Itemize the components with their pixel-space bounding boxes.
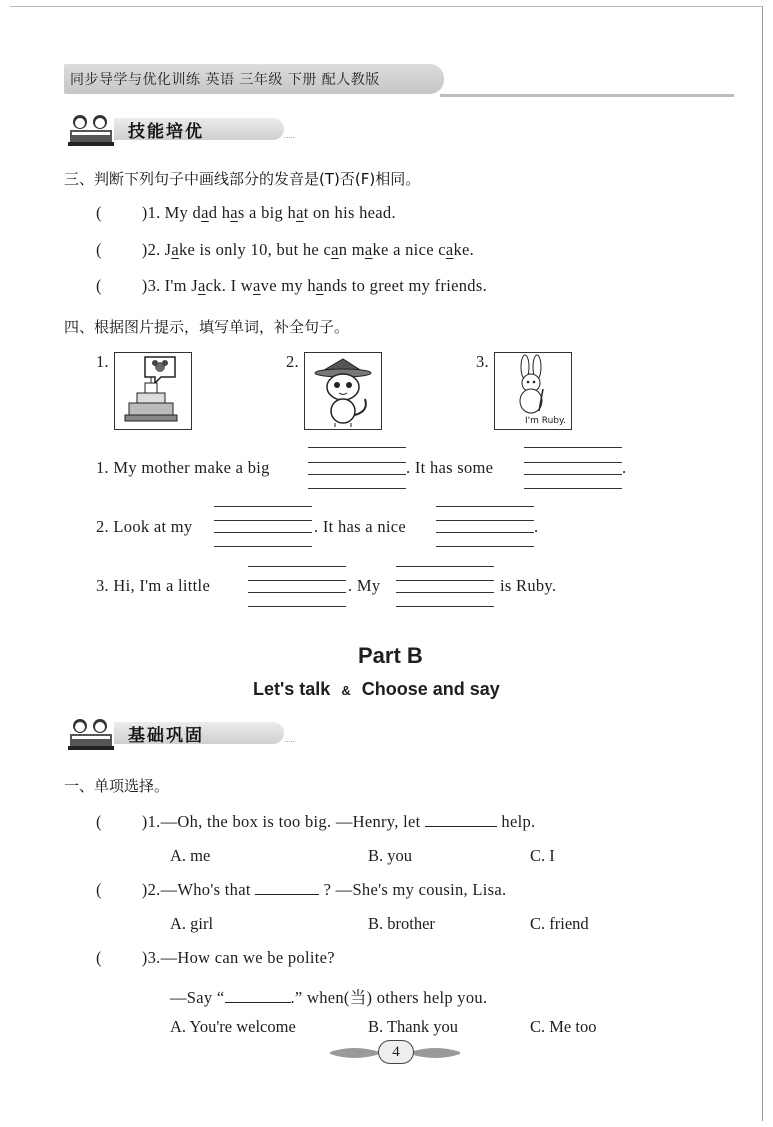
s4-sentence-3c: is Ruby. — [500, 576, 557, 595]
section1-title: 一、单项选择。 — [64, 777, 170, 795]
kids-reading-icon — [62, 716, 122, 756]
q2-option-b[interactable]: B. brother — [368, 914, 435, 933]
rabbit-icon — [495, 353, 571, 415]
part-b-subtitle — [253, 679, 500, 700]
q1-option-c[interactable]: C. I — [530, 846, 555, 865]
banner-title: 基础巩固 — [128, 726, 204, 746]
cake-icon — [115, 353, 191, 429]
section-banner-skills — [62, 112, 296, 146]
text: h — [221, 203, 231, 222]
section4-title: 四、根据图片提示，填写单词，补全句子。 — [64, 318, 350, 336]
item-number: )3. — [141, 948, 161, 967]
text: nds to greet my friends. — [323, 276, 488, 295]
kids-reading-icon — [62, 112, 122, 152]
q1-option-a[interactable]: A. me — [170, 846, 211, 865]
banner-dots: ····· — [284, 738, 296, 746]
item-number: )2. — [141, 880, 161, 899]
subtitle-amp: & — [341, 683, 351, 698]
answer-paren[interactable]: ( — [96, 948, 102, 967]
answer-blank[interactable] — [255, 880, 319, 895]
answer-paren[interactable]: ( — [96, 240, 102, 259]
answer-paren[interactable]: ( — [96, 880, 102, 899]
s4-sentence-1c: . — [622, 458, 627, 477]
writing-line — [436, 520, 534, 521]
s4-sentence-1a: 1. My mother make a big — [96, 458, 270, 477]
writing-line — [308, 447, 406, 448]
writing-line — [436, 546, 534, 547]
question-text: —Who's that — [160, 880, 251, 899]
part-b-title: Part B — [358, 643, 423, 668]
writing-line — [308, 488, 406, 489]
mc-question-1 — [96, 812, 535, 832]
rabbit-picture — [494, 352, 572, 430]
item-number: )2. — [141, 240, 161, 259]
header-title: 同步导学与优化训练 英语 三年级 下册 配人教版 — [70, 72, 380, 88]
item-number: )1. — [141, 203, 161, 222]
writing-line — [524, 447, 622, 448]
question-text: .” when(当) others help you. — [290, 988, 488, 1007]
section3-title: 三、判断下列句子中画线部分的发音是(T)否(F)相同。 — [64, 170, 421, 188]
text: ke. — [453, 240, 475, 259]
writing-line — [396, 592, 494, 593]
q3-item-2 — [96, 240, 474, 260]
question-text: ? —She's my cousin, Lisa. — [323, 880, 507, 899]
subtitle-left: Let's talk — [253, 679, 331, 699]
writing-line — [214, 520, 312, 521]
writing-line — [248, 606, 346, 607]
text: s a big — [237, 203, 288, 222]
q1-option-b[interactable]: B. you — [368, 846, 413, 865]
s4-sentence-3a: 3. Hi, I'm a little — [96, 576, 211, 595]
answer-blank[interactable] — [225, 988, 291, 1003]
q2-option-c[interactable]: C. friend — [530, 914, 589, 933]
banner-dots: ····· — [284, 134, 296, 142]
pic-number-2: 2. — [286, 352, 299, 371]
q3-option-b[interactable]: B. Thank you — [368, 1017, 458, 1036]
pic-number-1: 1. — [96, 352, 109, 371]
text: ve my h — [260, 276, 316, 295]
text: My — [164, 203, 193, 222]
writing-line — [396, 606, 494, 607]
writing-line — [524, 462, 622, 463]
answer-paren[interactable]: ( — [96, 203, 102, 222]
q3-option-a[interactable]: A. You're welcome — [170, 1017, 296, 1036]
text: J — [164, 240, 172, 259]
text: m — [351, 240, 365, 259]
writing-line — [248, 592, 346, 593]
s4-sentence-1b: . It has some — [406, 458, 494, 477]
underlined-letter: a — [197, 276, 206, 295]
s4-sentence-2a: 2. Look at my — [96, 517, 193, 536]
page-number: 4 — [378, 1040, 414, 1064]
question-text: —Say “ — [170, 988, 225, 1007]
cat-picture — [304, 352, 382, 430]
question-text: —How can we be polite? — [160, 948, 335, 967]
text: I'm J — [164, 276, 198, 295]
q2-option-a[interactable]: A. girl — [170, 914, 214, 933]
answer-paren[interactable]: ( — [96, 812, 102, 831]
item-number: )1. — [141, 812, 161, 831]
section-banner-basics — [62, 716, 296, 750]
s4-sentence-3b: . My — [348, 576, 381, 595]
writing-line — [436, 506, 534, 507]
q3-item-1 — [96, 203, 396, 223]
text: c — [323, 240, 332, 259]
subtitle-right: Choose and say — [361, 679, 500, 699]
writing-line — [214, 546, 312, 547]
answer-blank[interactable] — [425, 812, 497, 827]
banner-title: 技能培优 — [128, 122, 204, 142]
writing-line — [396, 566, 494, 567]
text: ck. I w — [205, 276, 254, 295]
underlined-letter: a — [331, 240, 339, 259]
text: d — [208, 203, 222, 222]
cat-with-hat-icon — [305, 353, 381, 429]
header-rule — [440, 94, 734, 97]
underlined-letter: a — [230, 203, 238, 222]
text: t on his head. — [303, 203, 396, 222]
item-number: )3. — [141, 276, 161, 295]
text: n — [338, 240, 352, 259]
text: ke is only 10, but he — [178, 240, 324, 259]
mc-question-2 — [96, 880, 506, 900]
answer-paren[interactable]: ( — [96, 276, 102, 295]
underlined-letter: a — [253, 276, 261, 295]
underlined-letter: a — [296, 203, 304, 222]
mc-question-3-line2 — [170, 984, 487, 1008]
writing-line — [214, 506, 312, 507]
underlined-letter: a — [171, 240, 179, 259]
writing-line — [524, 474, 622, 475]
q3-option-c[interactable]: C. Me too — [530, 1017, 597, 1036]
text: h — [287, 203, 297, 222]
mc-question-3 — [96, 948, 335, 968]
writing-line — [524, 488, 622, 489]
text: ke a nice — [372, 240, 439, 259]
question-text: help. — [501, 812, 536, 831]
writing-line — [308, 474, 406, 475]
text: c — [438, 240, 446, 259]
q3-item-3 — [96, 276, 487, 296]
s4-sentence-2b: . It has a nice — [314, 517, 407, 536]
writing-line — [214, 532, 312, 533]
s4-sentence-2c: . — [534, 517, 539, 536]
writing-line — [248, 580, 346, 581]
underlined-letter: a — [445, 240, 454, 259]
underlined-letter: a — [201, 203, 209, 222]
birthday-cake-picture — [114, 352, 192, 430]
question-text: —Oh, the box is too big. —Henry, let — [160, 812, 421, 831]
writing-line — [436, 532, 534, 533]
writing-line — [396, 580, 494, 581]
writing-line — [248, 566, 346, 567]
writing-line — [308, 462, 406, 463]
rabbit-caption: I'm Ruby. — [525, 416, 566, 426]
pic-number-3: 3. — [476, 352, 489, 371]
underlined-letter: a — [315, 276, 324, 295]
text: d — [192, 203, 202, 222]
underlined-letter: a — [364, 240, 373, 259]
page-number-area — [330, 1040, 460, 1066]
